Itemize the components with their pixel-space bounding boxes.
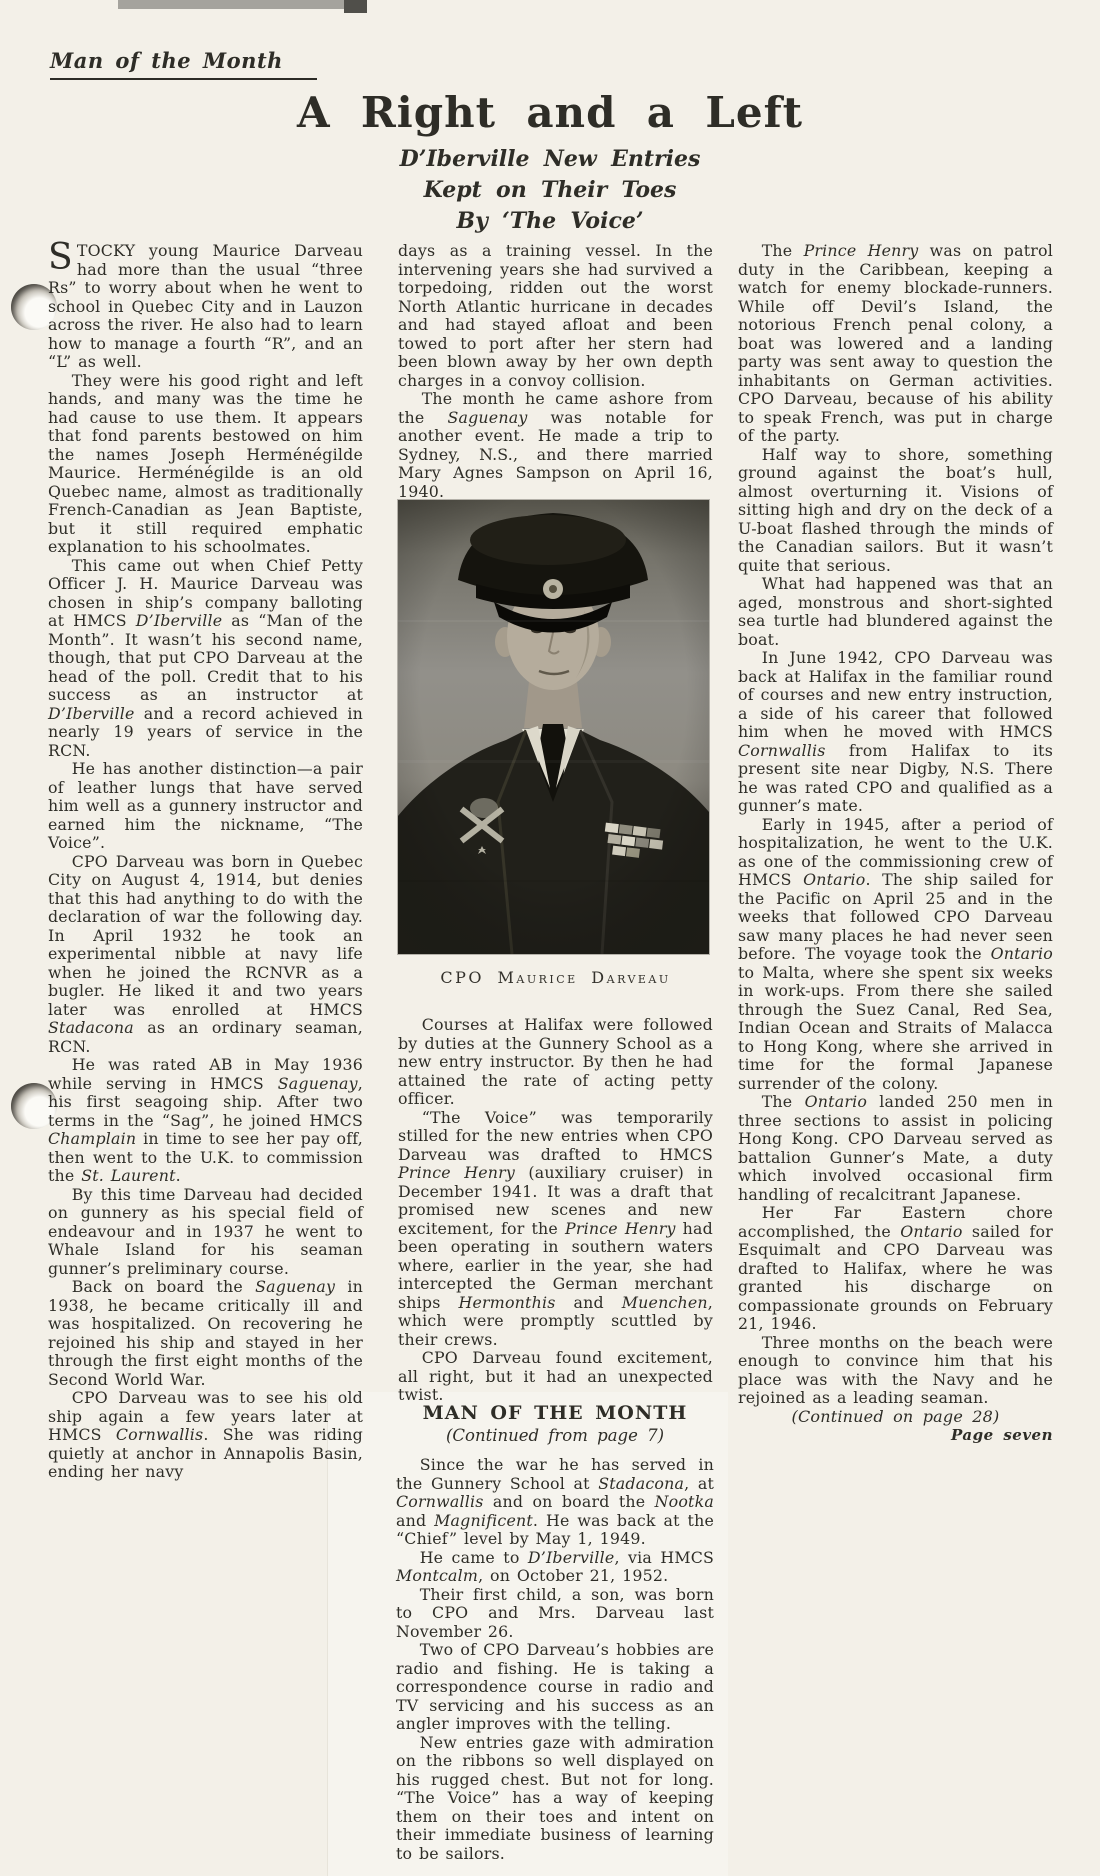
column-2-bottom bbox=[398, 1016, 713, 1405]
paragraph: Half way to shore, something ground against the boat’s hull, almost overturning it. Visions of sitting high and dry on the deck of a U-boat flashed through the minds of the Canadian sailors. But it wasn’t quite that serious. bbox=[738, 444, 1053, 575]
page-number: Page seven bbox=[950, 1426, 1053, 1444]
paragraph: New entries gaze with admiration on the ribbons so well displayed on his rugged chest. But not for long. “The Voice” has a way of keeping them on their toes and intent on their immediate business of learning to be sailors. bbox=[396, 1732, 714, 1863]
portrait-photo bbox=[398, 500, 709, 954]
continuation-title: MAN OF THE MONTH bbox=[422, 1402, 688, 1424]
paragraph: He has another distinction—a pair of leather lungs that have served him well as a gunnery instructor and earned him the nickname, “The Voice”. bbox=[48, 759, 363, 852]
subtitle-line-1: D’Iberville New Entries bbox=[399, 146, 701, 172]
paragraph: Two of CPO Darveau’s hobbies are radio and fishing. He is taking a correspondence course in radio and TV servicing and his success as an angler improves with the telling. bbox=[396, 1640, 714, 1733]
paragraph: Their first child, a son, was born to CPO and Mrs. Darveau last November 26. bbox=[396, 1584, 714, 1641]
paragraph: Back on board the Saguenay in 1938, he became critically ill and was hospitalized. On recovering he rejoined his ship and stayed in her through the first eight months of the Second World War. bbox=[48, 1277, 364, 1389]
column-1 bbox=[48, 237, 364, 1482]
article-title: A Right and a Left bbox=[296, 88, 804, 137]
paragraph: Since the war he has served in the Gunnery School at Stadacona, at Cornwallis and on board the Nootka and Magnificent. He was back at the “Chief” level by May 1, 1949. bbox=[396, 1455, 714, 1548]
paragraph: Early in 1945, after a period of hospitalization, he went to the U.K. as one of the commissioning crew of HMCS Ontario. The ship sailed for the Pacific on April 25 and in the weeks that followed CPO Darveau saw many places he had never seen before. The voyage took the Ontario to Malta, where she spent six weeks in work-ups. From there she sailed through the Suez Canal, Red Sea, Indian Ocean and Straits of Malacca to Hong Kong, where she arrived in time for the formal Japanese surrender of the colony. bbox=[738, 814, 1053, 1093]
article-subtitle bbox=[0, 144, 1100, 237]
column-3-paragraphs bbox=[738, 242, 1053, 1408]
paragraph: They were his good right and left hands, and many was the time he had cause to use them. It appears that fond parents bestowed on him the names Joseph Herménégilde Maurice. Herménégilde is an old Quebec name, almost as traditionally French-Canadian as Jean Baptiste, but it still required emphatic explanation to his schoolmates. bbox=[48, 370, 363, 556]
scan-artifact-square bbox=[344, 0, 367, 13]
paragraph: By this time Darveau had decided on gunnery as his special field of endeavour and in 1937 he went to Whale Island for his seaman gunner’s preliminary course. bbox=[48, 1184, 363, 1278]
continuation-body bbox=[396, 1456, 714, 1863]
paragraph: In June 1942, CPO Darveau was back at Halifax in the familiar round of courses and new entry instruction, a side of his career that followed him when he moved with HMCS Cornwallis from Halifax to its present site near Digby, N.S. There he was rated CPO and qualified as a gunner’s mate. bbox=[738, 648, 1053, 815]
paragraph: What had happened was that an aged, monstrous and short-sighted sea turtle had blundered against the boat. bbox=[738, 574, 1053, 649]
section-kicker: Man of the Month bbox=[50, 48, 317, 80]
paragraph: days as a training vessel. In the intervening years she had survived a torpedoing, ridden out the worst North Atlantic hurricane in decades and had stayed afloat and been towed to port after her stern had been blown away by her own depth charges in a convoy collision. bbox=[398, 241, 713, 390]
paragraph: “The Voice” was temporarily stilled for the new entries when CPO Darveau was drafted to HMCS Prince Henry (auxiliary cruiser) in December 1941. It was a draft that promised new scenes and new excitement, for the Prince Henry had been operating in southern waters where, earlier in the year, she had intercepted the German merchant ships Hermonthis and Muenchen, which were promptly scuttled by their crews. bbox=[398, 1107, 714, 1349]
paragraph: Her Far Eastern chore accomplished, the Ontario sailed for Esquimalt and CPO Darveau was drafted to Halifax, where he was granted his discharge on compassionate grounds on February 21, 1946. bbox=[738, 1203, 1053, 1333]
continuation-section bbox=[396, 1402, 714, 1863]
subtitle-line-2: Kept on Their Toes bbox=[423, 177, 677, 203]
paragraph: He was rated AB in May 1936 while serving in HMCS Saguenay, his first seagoing ship. After two terms in the “Sag”, he joined HMCS Champlain in time to see her pay off, then went to the U.K. to commission the St. Laurent. bbox=[48, 1055, 363, 1185]
paragraph: The Ontario landed 250 men in three sections to assist in policing Hong Kong. CPO Darveau served as battalion Gunner’s Mate, a duty which involved occasional firm handling of recalcitrant Japanese. bbox=[738, 1092, 1053, 1204]
column-3 bbox=[738, 242, 1053, 1445]
paragraph: The Prince Henry was on patrol duty in the Caribbean, keeping a watch for enemy blockade-runners. While off Devil’s Island, the notorious French penal colony, a boat was lowered and a landing party was sent away to question the inhabitants on German activities. CPO Darveau, because of his ability to speak French, was put in charge of the party. bbox=[738, 241, 1053, 445]
drop-cap: S bbox=[48, 237, 73, 278]
paragraph: STOCKY young Maurice Darveau had more than the usual “three Rs” to worry about when he went to school in Quebec City and in Lauzon across the river. He also had to learn how to manage a fourth “R”, and an “L” as well. bbox=[48, 237, 363, 371]
subtitle-line-3: By ‘The Voice’ bbox=[456, 208, 644, 234]
portrait-photo-image bbox=[398, 500, 709, 954]
continuation-subtitle: (Continued from page 7) bbox=[445, 1426, 665, 1445]
paragraph: CPO Darveau was to see his old ship again a few years later at HMCS Cornwallis. She was riding quietly at anchor in Annapolis Basin, ending her navy bbox=[48, 1388, 363, 1481]
column-2-top bbox=[398, 242, 713, 501]
continued-note: (Continued on page 28) bbox=[791, 1406, 1000, 1426]
scan-artifact-bar bbox=[118, 0, 344, 9]
paragraph: Three months on the beach were enough to convince him that his place was with the Navy and he rejoined as a leading seaman. bbox=[738, 1332, 1053, 1407]
paragraph: He came to D’Iberville, via HMCS Montcalm, on October 21, 1952. bbox=[396, 1547, 714, 1585]
paragraph: CPO Darveau found excitement, all right, but it had an unexpected twist. bbox=[398, 1348, 713, 1404]
photo-caption: CPO Maurice Darveau bbox=[440, 968, 671, 987]
paragraph: The month he came ashore from the Saguenay was notable for another event. He made a trip to Sydney, N.S., and there married Mary Agnes Sampson on April 16, 1940. bbox=[398, 389, 713, 501]
paragraph: CPO Darveau was born in Quebec City on August 4, 1914, but denies that this had anything to do with the declaration of war the following day. In April 1932 he took an experimental nibble at navy life when he joined the RCNVR as a bugler. He liked it and two years later was enrolled at HMCS Stadacona as an ordinary seaman, RCN. bbox=[48, 851, 363, 1056]
paragraph: This came out when Chief Petty Officer J. H. Maurice Darveau was chosen in ship’s company balloting at HMCS D’Iberville as “Man of the Month”. It wasn’t his second name, though, that put CPO Darveau at the head of the poll. Credit that to his success as an instructor at D’Iberville and a record achieved in nearly 19 years of service in the RCN. bbox=[48, 555, 363, 760]
paragraph: Courses at Halifax were followed by duties at the Gunnery School as a new entry instructor. By then he had attained the rate of acting petty officer. bbox=[398, 1015, 713, 1108]
